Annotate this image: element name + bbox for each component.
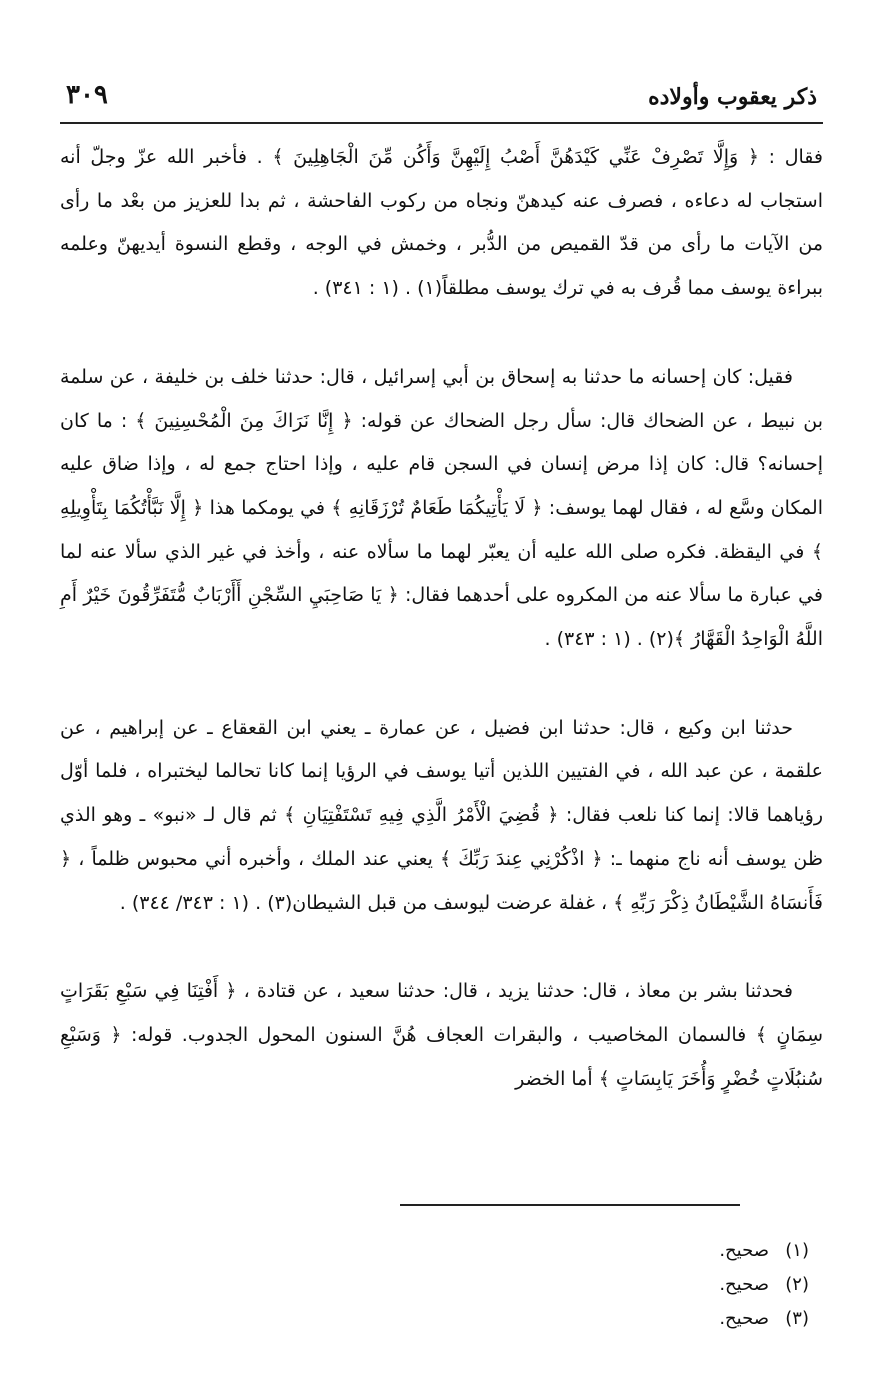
paragraph: فحدثنا بشر بن معاذ ، قال: حدثنا يزيد ، قال: حدثنا سعيد ، عن قتادة ، ﴿ أَفْتِنَا فِي سَبْعِ بَقَرَاتٍ سِمَانٍ ﴾ فالسمان المخاصيب ، والبقرات العجاف هُنَّ السنون المحول الجدوب. قوله: ﴿ وَسَبْعِ سُنبُلَاتٍ خُضْرٍ وَأُخَرَ يَابِسَاتٍ ﴾ أما الخضر <box>60 980 823 1090</box>
footnote-number: (١) <box>785 1240 809 1261</box>
footnote-text: صحيح. <box>719 1240 769 1261</box>
footnote <box>719 1268 809 1302</box>
footnote-separator <box>400 1204 740 1206</box>
paragraph: فقال : ﴿ وَإِلَّا تَصْرِفْ عَنِّي كَيْدَهُنَّ أَصْبُ إِلَيْهِنَّ وَأَكُن مِّنَ الْجَاهِلِينَ ﴾ . فأخبر الله عزّ وجلّ أنه استجاب له دعاءه ، فصرف عنه كيدهنّ ونجاه من ركوب الفاحشة ، ثم بدا للعزيز من بعْد ما رأى من الآيات ما رأى من قدّ القميص من الدُّبر ، وخمش في الوجه ، وقطع النسوة أيديهنّ وعلمه ببراءة يوسف مما قُرف به في ترك يوسف مطلقاً(١) . (١ : ٣٤١) . <box>60 146 823 300</box>
footnote-text: صحيح. <box>719 1308 769 1329</box>
footnote <box>719 1234 809 1268</box>
footnote <box>719 1302 809 1336</box>
paragraph: حدثنا ابن وكيع ، قال: حدثنا ابن فضيل ، عن عمارة ـ يعني ابن القعقاع ـ عن إبراهيم ، عن علقمة ، عن عبد الله ، في الفتيين اللذين أتيا يوسف في الرؤيا إنما كانا تحالما ليختبراه ، فلما أوّل رؤياهما قالا: إنما كنا نلعب فقال: ﴿ قُضِيَ الْأَمْرُ الَّذِي فِيهِ تَسْتَفْتِيَانِ ﴾ ثم قال لـ «نبو» ـ وهو الذي ظن يوسف أنه ناج منهما ـ: ﴿ اذْكُرْنِي عِندَ رَبِّكَ ﴾ يعني عند الملك ، وأخبره أني محبوس ظلماً ، ﴿ فَأَنسَاهُ الشَّيْطَانُ ذِكْرَ رَبِّهِ ﴾ ، غفلة عرضت ليوسف من قبل الشيطان(٣) . (١ : ٣٤٣/ ٣٤٤) . <box>60 716 823 914</box>
paragraph: فقيل: كان إحسانه ما حدثنا به إسحاق بن أبي إسرائيل ، قال: حدثنا خلف بن خليفة ، عن سلمة بن نبيط ، عن الضحاك قال: سأل رجل الضحاك عن قوله: ﴿ إِنَّا نَرَاكَ مِنَ الْمُحْسِنِينَ ﴾ : ما كان إحسانه؟ قال: كان إذا مرض إنسان في السجن قام عليه ، وإذا احتاج جمع له ، وإذا ضاق عليه المكان وسَّع له ، فقال لهما يوسف: ﴿ لَا يَأْتِيكُمَا طَعَامٌ تُرْزَقَانِهِ ﴾ في يومكما هذا ﴿ إِلَّا نَبَّأْتُكُمَا بِتَأْوِيلِهِ ﴾ في اليقظة. فكره صلى الله عليه أن يعبّر لهما ما سألاه عنه ، وأخذ في غير الذي سألا عنه لما في عبارة ما سألا عنه من المكروه على أحدهما فقال: ﴿ يَا صَاحِبَيِ السِّجْنِ أَأَرْبَابٌ مُّتَفَرِّقُونَ خَيْرٌ أَمِ اللَّهُ الْوَاحِدُ الْقَهَّارُ ﴾(٢) . (١ : ٣٤٣) . <box>60 365 823 651</box>
running-title: ذكر يعقوب وأولاده <box>648 84 817 110</box>
footnote-number: (٢) <box>785 1274 809 1295</box>
body-text <box>60 136 823 1146</box>
footnote-text: صحيح. <box>719 1274 769 1295</box>
page-number: ٣٠٩ <box>66 80 108 110</box>
footnote-number: (٣) <box>785 1308 809 1329</box>
footnotes <box>719 1234 809 1336</box>
page-header <box>60 78 823 124</box>
